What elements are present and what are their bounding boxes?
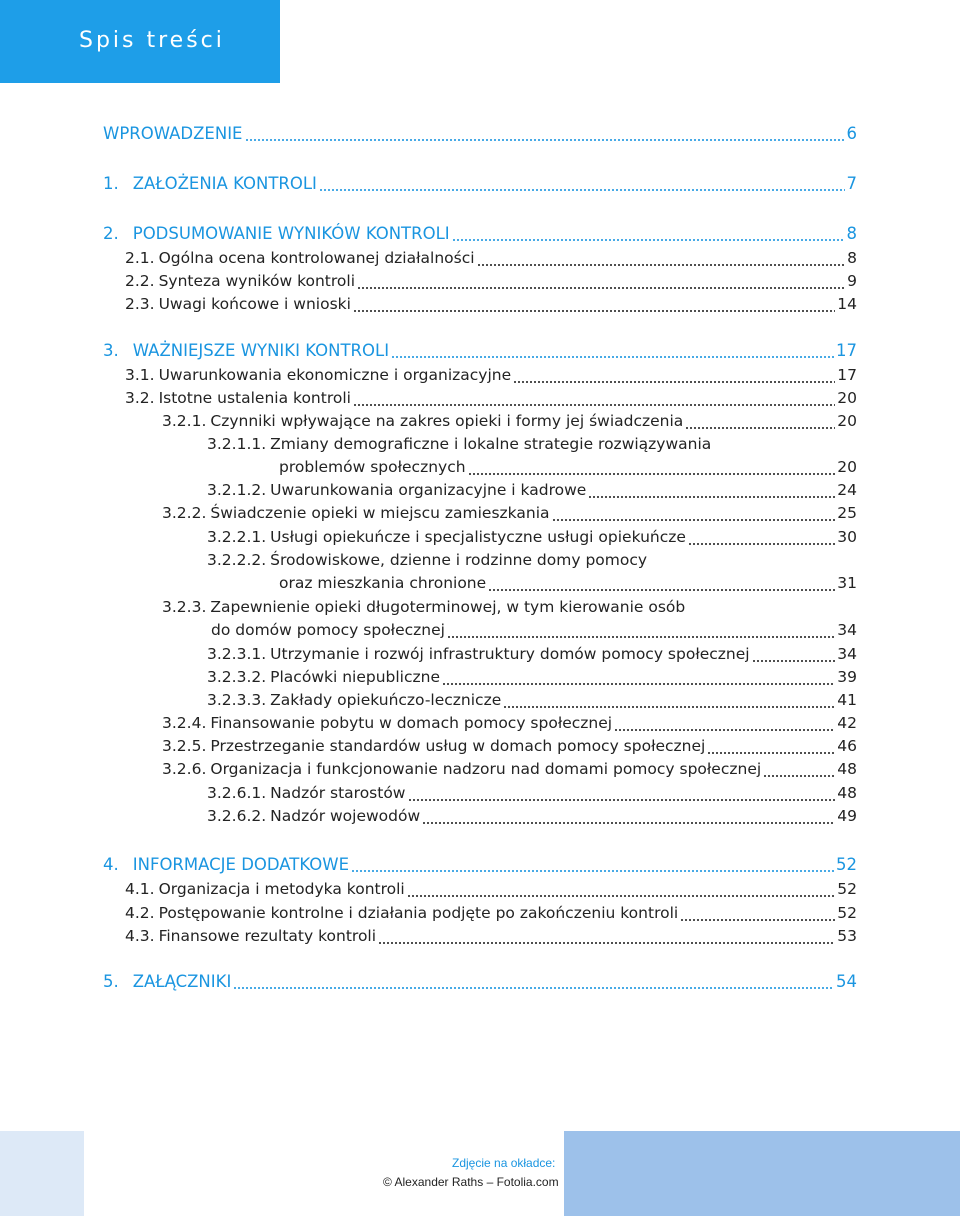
toc-entry-title: Postępowanie kontrolne i działania podjęte po zakończeniu kontroli <box>158 904 679 922</box>
toc-leader-dots <box>391 353 834 359</box>
toc-entry-number: 2.3. <box>125 295 155 313</box>
footer-band-left <box>0 1131 84 1216</box>
toc-leader-dots <box>468 470 836 476</box>
toc-entry-title: Placówki niepubliczne <box>270 668 440 686</box>
toc-entry-number: 3. <box>103 341 119 360</box>
toc-entry-title: Organizacja i funkcjonowanie nadzoru nad domami pomocy społecznej <box>210 760 762 778</box>
toc-leader-dots <box>422 819 835 825</box>
toc-leader-dots <box>245 136 845 142</box>
toc-entry-number: 3.2.1. <box>162 412 207 430</box>
toc-entry-number: 3.2.6.1. <box>207 784 267 802</box>
toc-entry-number: 3.2.3.3. <box>207 691 267 709</box>
toc-entry[interactable] <box>103 224 857 247</box>
toc-entry-page: 52 <box>837 880 857 898</box>
toc-leader-dots <box>680 916 835 922</box>
toc-entry-page: 52 <box>837 904 857 922</box>
toc-entry-title: Czynniki wpływające na zakres opieki i formy jej świadczenia <box>210 412 684 430</box>
toc-entry-title: INFORMACJE DODATKOWE <box>132 855 350 874</box>
toc-entry-page: 20 <box>837 458 857 476</box>
toc-entry[interactable] <box>162 737 857 760</box>
toc-entry[interactable] <box>279 574 857 597</box>
toc-entry-number: 2.2. <box>125 272 155 290</box>
toc-entry[interactable] <box>103 124 857 147</box>
toc-entry-title: Uwarunkowania organizacyjne i kadrowe <box>270 481 587 499</box>
toc-leader-dots <box>353 401 835 407</box>
toc-entry-number: 2.1. <box>125 249 155 267</box>
toc-entry-title: Nadzór wojewodów <box>270 807 421 825</box>
toc-leader-dots <box>353 307 835 313</box>
toc-entry[interactable] <box>207 481 857 504</box>
toc-entry-page: 8 <box>846 224 857 243</box>
toc-entry-page: 30 <box>837 528 857 546</box>
toc-entry-number: 3.2.3.1. <box>207 645 267 663</box>
toc-leader-dots <box>447 633 835 639</box>
toc-entry[interactable] <box>125 295 857 318</box>
toc-entry-page: 46 <box>837 737 857 755</box>
toc-entry-number: 3.2.4. <box>162 714 207 732</box>
footer-band-middle <box>84 1131 560 1216</box>
page-title: Spis treści <box>79 28 225 53</box>
photo-credit-author: © Alexander Raths – Fotolia.com <box>383 1175 559 1189</box>
toc-entry[interactable] <box>207 551 857 574</box>
toc-entry-number: 3.2. <box>125 389 155 407</box>
toc-entry-title: Ogólna ocena kontrolowanej działalności <box>158 249 475 267</box>
toc-entry-title: Finansowe rezultaty kontroli <box>158 927 377 945</box>
toc-entry[interactable] <box>207 784 857 807</box>
toc-entry-page: 6 <box>846 124 857 143</box>
toc-entry-number: 3.2.1.2. <box>207 481 267 499</box>
toc-entry-page: 24 <box>837 481 857 499</box>
toc-leader-dots <box>588 493 835 499</box>
toc-entry-number: 3.1. <box>125 366 155 384</box>
toc-leader-dots <box>477 261 845 267</box>
toc-entry-title: WPROWADZENIE <box>103 124 243 143</box>
toc-entry[interactable] <box>279 458 857 481</box>
toc-entry[interactable] <box>207 668 857 691</box>
toc-entry-page: 52 <box>836 855 857 874</box>
toc-entry-title: WAŻNIEJSZE WYNIKI KONTROLI <box>132 341 390 360</box>
toc-entry[interactable] <box>207 691 857 714</box>
toc-entry-page: 20 <box>837 389 857 407</box>
toc-entry[interactable] <box>162 598 857 621</box>
toc-entry[interactable] <box>207 528 857 551</box>
toc-entry-title: Zmiany demograficzne i lokalne strategie rozwiązywania <box>270 435 712 453</box>
toc-leader-dots <box>351 867 834 873</box>
toc-entry[interactable] <box>211 621 857 644</box>
toc-leader-dots <box>319 186 845 192</box>
toc-entry-title: Finansowanie pobytu w domach pomocy społecznej <box>210 714 613 732</box>
toc-entry[interactable] <box>125 880 857 903</box>
toc-leader-dots <box>614 726 835 732</box>
toc-entry-page: 48 <box>837 784 857 802</box>
toc-entry-title: Uwarunkowania ekonomiczne i organizacyjne <box>158 366 512 384</box>
toc-entry[interactable] <box>125 249 857 272</box>
toc-entry-page: 53 <box>837 927 857 945</box>
toc-entry-number: 3.2.6. <box>162 760 207 778</box>
toc-entry-number: 2. <box>103 224 119 243</box>
toc-entry[interactable] <box>162 760 857 783</box>
toc-entry-number: 4.3. <box>125 927 155 945</box>
toc-entry-title: Synteza wyników kontroli <box>158 272 356 290</box>
toc-entry-number: 3.2.3. <box>162 598 207 616</box>
toc-entry-title: ZAŁĄCZNIKI <box>132 972 232 991</box>
toc-entry[interactable] <box>103 855 857 878</box>
toc-leader-dots <box>763 772 835 778</box>
toc-entry[interactable] <box>207 645 857 668</box>
toc-entry-title: PODSUMOWANIE WYNIKÓW KONTROLI <box>132 224 450 243</box>
toc-entry[interactable] <box>125 389 857 412</box>
toc-entry-number: 3.2.2.2. <box>207 551 267 569</box>
toc-entry[interactable] <box>125 272 857 295</box>
toc-entry-page: 17 <box>836 341 857 360</box>
toc-entry-number: 3.2.2. <box>162 504 207 522</box>
toc-entry-page: 25 <box>837 504 857 522</box>
toc-entry-title: Uwagi końcowe i wnioski <box>158 295 351 313</box>
toc-leader-dots <box>688 540 835 546</box>
toc-entry-title: Zapewnienie opieki długoterminowej, w tym kierowanie osób <box>210 598 686 616</box>
toc-leader-dots <box>233 984 834 990</box>
toc-entry-page: 34 <box>837 621 857 639</box>
toc-entry-number: 5. <box>103 972 119 991</box>
toc-leader-dots <box>407 892 836 898</box>
toc-leader-dots <box>503 703 835 709</box>
toc-leader-dots <box>513 378 835 384</box>
toc-entry-page: 9 <box>847 272 857 290</box>
toc-entry-number: 3.2.6.2. <box>207 807 267 825</box>
toc-leader-dots <box>378 939 835 945</box>
toc-entry-page: 7 <box>846 174 857 193</box>
toc-entry-page: 31 <box>837 574 857 592</box>
toc-entry-number: 4. <box>103 855 119 874</box>
toc-entry[interactable] <box>103 341 857 364</box>
toc-entry-title: Przestrzeganie standardów usług w domach pomocy społecznej <box>210 737 706 755</box>
toc-leader-dots <box>707 749 835 755</box>
toc-entry-number: 3.2.1.1. <box>207 435 267 453</box>
toc-entry-page: 34 <box>837 645 857 663</box>
toc-entry[interactable] <box>125 904 857 927</box>
toc-entry-title: Organizacja i metodyka kontroli <box>158 880 405 898</box>
toc-entry-page: 54 <box>836 972 857 991</box>
toc-leader-dots <box>752 657 836 663</box>
toc-entry-number: 1. <box>103 174 119 193</box>
toc-entry[interactable] <box>162 412 857 435</box>
toc-entry-number: 4.1. <box>125 880 155 898</box>
toc-leader-dots <box>408 796 836 802</box>
toc-entry[interactable] <box>162 714 857 737</box>
toc-entry[interactable] <box>103 972 857 995</box>
toc-leader-dots <box>552 516 836 522</box>
toc-entry[interactable] <box>103 174 857 197</box>
toc-entry-page: 39 <box>837 668 857 686</box>
toc-entry-page: 48 <box>837 760 857 778</box>
toc-entry[interactable] <box>207 435 857 458</box>
toc-entry[interactable] <box>125 927 857 950</box>
toc-entry-page: 17 <box>837 366 857 384</box>
toc-entry-page: 41 <box>837 691 857 709</box>
toc-leader-dots <box>488 586 835 592</box>
toc-entry-number: 3.2.5. <box>162 737 207 755</box>
toc-entry[interactable] <box>162 504 857 527</box>
toc-entry-title: Utrzymanie i rozwój infrastruktury domów pomocy społecznej <box>270 645 750 663</box>
toc-entry-page: 42 <box>837 714 857 732</box>
toc-entry-title: Usługi opiekuńcze i specjalistyczne usługi opiekuńcze <box>270 528 686 546</box>
toc-leader-dots <box>357 284 845 290</box>
toc-entry-number: 3.2.3.2. <box>207 668 267 686</box>
toc-entry-title: Istotne ustalenia kontroli <box>158 389 351 407</box>
footer-band-right <box>564 1131 960 1216</box>
toc-entry[interactable] <box>207 807 857 830</box>
toc-entry-title: Nadzór starostów <box>270 784 406 802</box>
toc-leader-dots <box>452 236 845 242</box>
toc-entry-title: Świadczenie opieki w miejscu zamieszkania <box>210 504 550 522</box>
toc-entry-page: 14 <box>837 295 857 313</box>
toc-leader-dots <box>442 680 835 686</box>
toc-entry-title: Zakłady opiekuńczo-lecznicze <box>270 691 502 709</box>
photo-credit-label: Zdjęcie na okładce: <box>452 1156 556 1170</box>
toc-entry-number: 3.2.2.1. <box>207 528 267 546</box>
toc-entry-title: ZAŁOŻENIA KONTROLI <box>132 174 317 193</box>
toc-entry-page: 49 <box>837 807 857 825</box>
toc-leader-dots <box>685 424 835 430</box>
toc-entry-title: do domów pomocy społecznej <box>211 621 445 639</box>
toc-entry-title: oraz mieszkania chronione <box>279 574 487 592</box>
toc-entry-title: problemów społecznych <box>279 458 466 476</box>
toc-entry-page: 8 <box>847 249 857 267</box>
toc-entry-number: 4.2. <box>125 904 155 922</box>
toc-entry-title: Środowiskowe, dzienne i rodzinne domy pomocy <box>270 551 648 569</box>
toc-entry[interactable] <box>125 366 857 389</box>
toc-entry-page: 20 <box>837 412 857 430</box>
